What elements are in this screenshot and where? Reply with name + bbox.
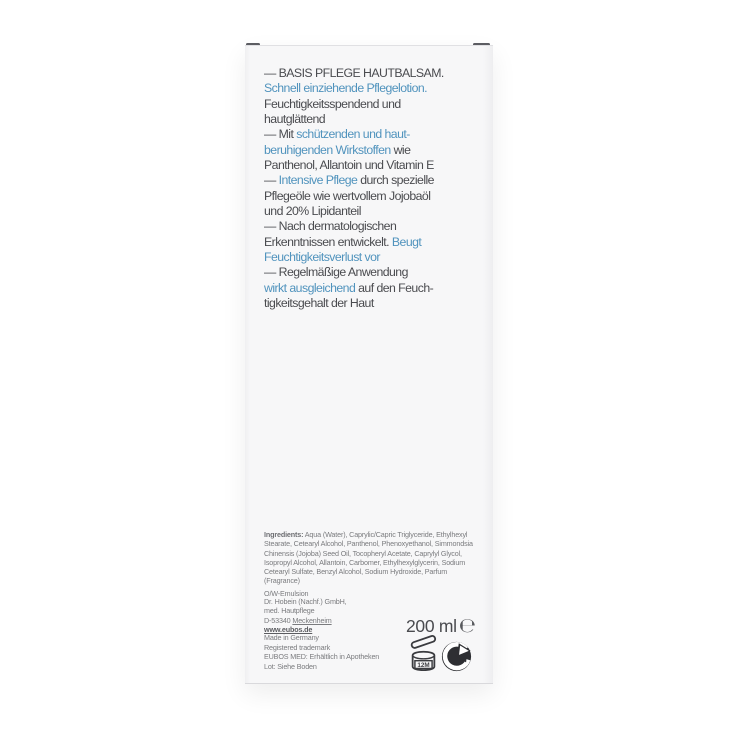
claim-segment: Erkenntnissen entwickelt.	[264, 234, 392, 249]
ingredients-paragraph	[264, 530, 484, 586]
origin-line: Registered trademark	[264, 642, 331, 652]
claim-segment: Feuchtigkeitsverlust vor	[264, 250, 380, 265]
claim-line	[264, 265, 484, 280]
claim-segment: wie	[390, 142, 411, 157]
claim-line	[264, 219, 484, 234]
claim-segment: und 20% Lipidanteil	[264, 204, 361, 219]
claim-segment: tigkeitsgehalt der Haut	[264, 296, 374, 311]
claim-segment: — Mit	[264, 127, 297, 142]
volume-amount: 200 ml	[406, 616, 457, 636]
claim-line	[264, 250, 484, 265]
claim-line	[264, 81, 484, 96]
origin-line: EUBOS MED: Erhältlich in Apotheken	[264, 652, 380, 662]
claim-line	[264, 158, 484, 173]
claim-segment: auf den Feuch-	[355, 280, 434, 295]
claim-segment: — Regelmäßige Anwendung	[264, 265, 408, 280]
claim-segment: Intensive Pflege	[278, 173, 358, 188]
ingredients-block	[264, 530, 484, 598]
claim-segment: Pflegeöle wie wertvollem Jojobaöl	[264, 188, 431, 203]
claim-segment: Feuchtigkeitsspendend und	[264, 96, 401, 111]
claim-segment: —	[264, 173, 279, 188]
product-box-back-panel	[245, 45, 493, 684]
claim-segment: — BASIS PFLEGE HAUTBALSAM.	[264, 66, 444, 80]
claim-segment: Schnell einziehende Pflegelotion.	[264, 81, 428, 96]
claim-line	[264, 235, 484, 250]
claim-segment: hautglättend	[264, 112, 326, 127]
manufacturer-address: D-53340 Meckenheim	[264, 615, 332, 625]
claims-text-block	[264, 66, 484, 312]
emulsion-type: O/W-Emulsion	[264, 588, 309, 598]
claim-line	[264, 127, 484, 142]
estimated-sign: ℮	[458, 613, 476, 637]
origin-line: Made in Germany	[264, 633, 319, 642]
claim-line	[264, 143, 484, 158]
claim-segment: — Nach dermatologischen	[264, 219, 397, 234]
claim-segment: Panthenol, Allantoin und Vitamin E	[264, 158, 434, 173]
manufacturer-block	[264, 597, 347, 634]
claim-line	[264, 281, 484, 296]
claim-line	[264, 189, 484, 204]
manufacturer-division: med. Hautpflege	[264, 606, 315, 616]
claim-line	[264, 296, 484, 311]
ingredients-label: Ingredients:	[264, 530, 304, 539]
website-url: www.eubos.de	[264, 624, 313, 634]
pao-duration-label: 12M	[417, 661, 430, 669]
ingredients-list: Aqua (Water), Caprylic/Capric Triglyceride, Ethylhexyl Stearate, Cetearyl Alcohol, Panthenol, Phenoxyethanol, Simmondsia Chinensis (Jojoba) Seed Oil, Tocopheryl Acetate, Caprylyl Glycol, Isopropyl Alcohol, Allantoin, Carbomer, Ethylhexylglycerin, Sodium Cetearyl Sulfate, Benzyl Alcohol, Sodium Hydroxide, Parfum (Fragrance)	[264, 530, 473, 586]
claim-segment: schützenden und haut-	[296, 127, 410, 142]
claim-segment: Beugt	[391, 234, 422, 249]
claim-line	[264, 173, 484, 188]
claim-segment: durch spezielle	[357, 173, 434, 188]
claim-line	[264, 112, 484, 127]
origin-line: Lot: Siehe Boden	[264, 662, 317, 672]
claim-segment: wirkt ausgleichend	[264, 280, 356, 295]
claim-line	[264, 66, 484, 81]
claim-segment: beruhigenden Wirkstoffen	[264, 142, 391, 157]
origin-block	[264, 633, 379, 672]
claim-line	[264, 204, 484, 219]
green-dot-recycling-icon	[441, 641, 472, 672]
manufacturer-name: Dr. Hobein (Nachf.) GmbH,	[264, 597, 347, 606]
claim-line	[264, 97, 484, 112]
pao-12m-jar-icon	[408, 634, 439, 672]
manufacturer-city: Meckenheim	[292, 615, 332, 625]
